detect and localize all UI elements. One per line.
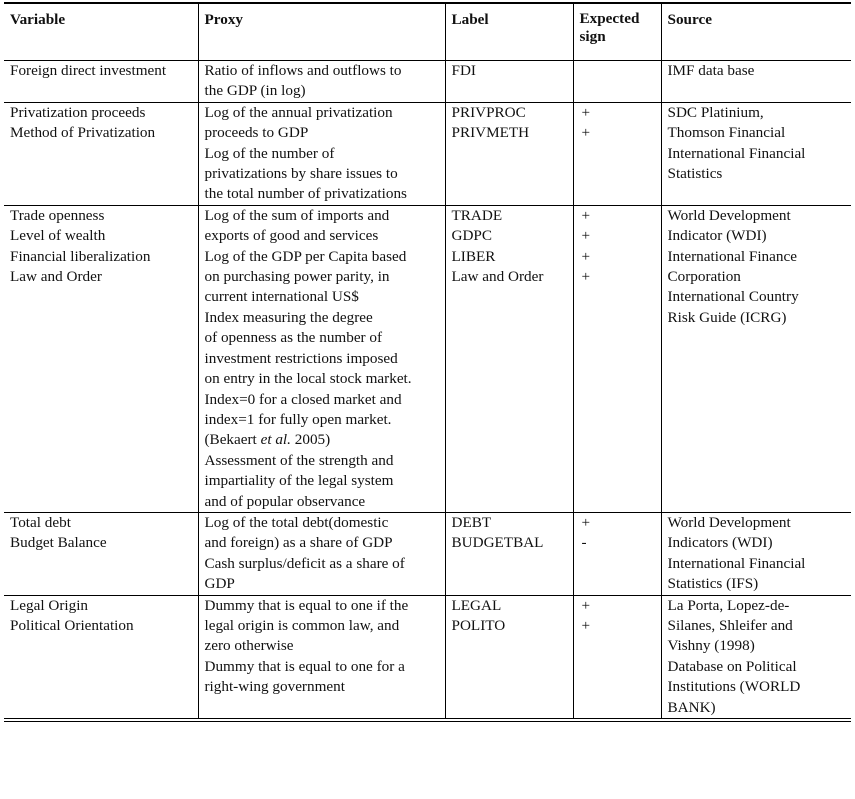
sign-line: + xyxy=(581,596,591,614)
header-row xyxy=(4,3,851,61)
table-bottom-rule xyxy=(4,721,851,722)
variable-line: Total debt xyxy=(10,513,71,531)
source-line: Vishny (1998) xyxy=(667,637,755,655)
source-line: SDC Platinium, xyxy=(667,103,764,121)
label-cell xyxy=(445,61,573,103)
proxy-line: (Bekaert et al. 2005) xyxy=(204,431,331,449)
label-cell xyxy=(445,595,573,718)
source-line: International Country xyxy=(667,288,799,306)
table-row xyxy=(4,102,851,205)
variable-cell xyxy=(4,512,198,595)
proxy-line: and of popular observance xyxy=(204,492,366,510)
source-line: IMF data base xyxy=(667,62,755,79)
sign-cell xyxy=(573,595,661,718)
variable-cell xyxy=(4,205,198,512)
label-line: DEBT xyxy=(451,513,492,531)
proxy-line: Assessment of the strength and xyxy=(204,451,394,469)
label-line: PRIVPROC xyxy=(451,103,526,121)
proxy-cell xyxy=(198,102,445,205)
variables-table xyxy=(4,2,851,719)
proxy-line: and foreign) as a share of GDP xyxy=(204,534,393,552)
sign-line: + xyxy=(581,616,591,634)
citation-emphasis: et al. xyxy=(260,431,291,449)
source-line: World Development xyxy=(667,513,791,531)
source-cell xyxy=(661,61,851,103)
table-row xyxy=(4,205,851,512)
proxy-line: Log of the GDP per Capita based xyxy=(204,247,407,265)
sign-line: + xyxy=(581,247,591,265)
header-source: Source xyxy=(661,3,851,61)
sign-line: + xyxy=(581,206,591,224)
proxy-line: investment restrictions imposed xyxy=(204,349,398,367)
source-line: International Finance xyxy=(667,247,797,265)
variable-cell xyxy=(4,595,198,718)
label-line: TRADE xyxy=(451,206,503,224)
source-line: Statistics xyxy=(667,165,723,183)
source-line: International Financial xyxy=(667,554,806,572)
label-line: GDPC xyxy=(451,227,493,245)
proxy-line: Log of the sum of imports and xyxy=(204,206,390,224)
source-line: Risk Guide (ICRG) xyxy=(667,308,787,326)
sign-line: + xyxy=(581,227,591,245)
proxy-line: of openness as the number of xyxy=(204,329,383,347)
header-expected-sign-line: Expected xyxy=(579,10,640,27)
proxy-line: Index=0 for a closed market and xyxy=(204,390,402,408)
label-cell xyxy=(445,512,573,595)
source-cell xyxy=(661,205,851,512)
variable-cell xyxy=(4,102,198,205)
header-expected-sign-line: sign xyxy=(579,28,606,45)
proxy-line: proceeds to GDP xyxy=(204,124,309,142)
sign-cell xyxy=(573,102,661,205)
proxy-line: the total number of privatizations xyxy=(204,185,407,203)
label-line: Law and Order xyxy=(451,268,544,286)
header-variable: Variable xyxy=(4,3,198,61)
label-line: BUDGETBAL xyxy=(451,534,544,552)
source-line: Indicator (WDI) xyxy=(667,227,767,245)
label-line: LIBER xyxy=(451,247,496,265)
sign-line: + xyxy=(581,268,591,286)
source-line: International Financial xyxy=(667,144,806,162)
sign-cell xyxy=(573,61,661,103)
variable-line: Privatization proceeds xyxy=(10,103,146,121)
variable-line: Law and Order xyxy=(10,268,102,286)
sign-cell xyxy=(573,205,661,512)
proxy-line: GDP xyxy=(204,575,235,593)
sign-line: - xyxy=(581,534,587,552)
proxy-line: Log of the number of xyxy=(204,144,335,162)
proxy-line: exports of good and services xyxy=(204,227,379,245)
proxy-line: right-wing government xyxy=(204,678,345,696)
proxy-line: Cash surplus/deficit as a share of xyxy=(204,554,405,572)
proxy-cell xyxy=(198,61,445,103)
source-line: Thomson Financial xyxy=(667,124,786,142)
proxy-line: impartiality of the legal system xyxy=(204,472,394,490)
label-cell xyxy=(445,102,573,205)
source-cell xyxy=(661,102,851,205)
proxy-line: index=1 for fully open market. xyxy=(204,410,392,428)
source-line: Indicators (WDI) xyxy=(667,534,773,552)
source-line: Institutions (WORLD xyxy=(667,678,801,696)
proxy-line: current international US$ xyxy=(204,288,359,306)
source-line: BANK) xyxy=(667,698,716,716)
table-row xyxy=(4,61,851,103)
source-line: Statistics (IFS) xyxy=(667,575,759,593)
label-cell xyxy=(445,205,573,512)
sign-line: + xyxy=(581,103,591,121)
proxy-line: privatizations by share issues to xyxy=(204,165,398,183)
variable-line: Level of wealth xyxy=(10,227,106,245)
proxy-line: legal origin is common law, and xyxy=(204,616,400,634)
proxy-line: Log of the total debt(domestic xyxy=(204,513,389,531)
proxy-line: zero otherwise xyxy=(204,637,294,655)
variable-line: Political Orientation xyxy=(10,616,134,634)
variable-line: Trade openness xyxy=(10,206,105,224)
source-line: Corporation xyxy=(667,268,741,286)
source-cell xyxy=(661,595,851,718)
table-row xyxy=(4,512,851,595)
variable-line: Method of Privatization xyxy=(10,124,156,142)
header-expected-sign xyxy=(573,3,661,61)
source-line: World Development xyxy=(667,206,791,224)
proxy-line: on entry in the local stock market. xyxy=(204,370,412,388)
proxy-line: Index measuring the degree xyxy=(204,308,373,326)
table-body xyxy=(4,61,851,719)
source-line: La Porta, Lopez-de- xyxy=(667,596,790,614)
sign-line: + xyxy=(581,124,591,142)
proxy-line: the GDP (in log) xyxy=(204,82,306,100)
table-row xyxy=(4,595,851,718)
proxy-line: Dummy that is equal to one for a xyxy=(204,657,405,675)
header-proxy: Proxy xyxy=(198,3,445,61)
proxy-line: Log of the annual privatization xyxy=(204,103,393,121)
proxy-cell xyxy=(198,205,445,512)
label-line: PRIVMETH xyxy=(451,124,530,142)
source-line: Database on Political xyxy=(667,657,797,675)
label-line: LEGAL xyxy=(451,596,502,614)
proxy-line: Ratio of inflows and outflows to xyxy=(204,62,402,79)
proxy-cell xyxy=(198,512,445,595)
variable-line: Financial liberalization xyxy=(10,247,151,265)
sign-line: + xyxy=(581,513,591,531)
proxy-line: on purchasing power parity, in xyxy=(204,268,390,286)
variable-line: Budget Balance xyxy=(10,534,107,552)
proxy-line: Dummy that is equal to one if the xyxy=(204,596,409,614)
variable-cell xyxy=(4,61,198,103)
proxy-cell xyxy=(198,595,445,718)
label-line: FDI xyxy=(451,62,476,79)
variable-line: Legal Origin xyxy=(10,596,89,614)
source-cell xyxy=(661,512,851,595)
sign-cell xyxy=(573,512,661,595)
label-line: POLITO xyxy=(451,616,506,634)
header-label: Label xyxy=(445,3,573,61)
variable-line: Foreign direct investment xyxy=(10,62,167,79)
source-line: Silanes, Shleifer and xyxy=(667,616,793,634)
